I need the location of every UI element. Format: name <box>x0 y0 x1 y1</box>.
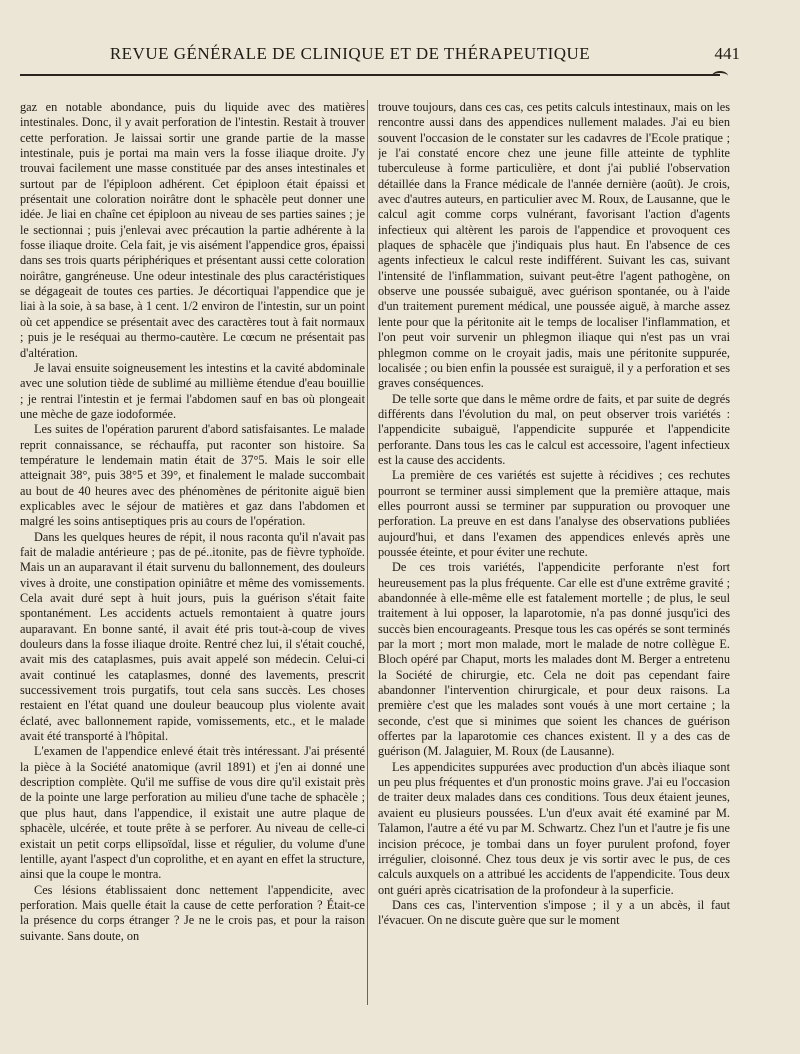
left-column <box>20 100 365 1020</box>
running-header <box>20 44 740 70</box>
page-number: 441 <box>714 44 740 63</box>
paragraph: Dans ces cas, l'intervention s'impose ; il y a un abcès, il faut l'évacuer. On ne discute guère que sur le moment <box>378 897 730 928</box>
paragraph: Dans les quelques heures de répit, il nous raconta qu'il n'avait pas fait de maladie antérieure ; pas de pé..itonite, pas de fièvre typhoïde. Mais un an auparavant il était survenu du ballonnement, des douleurs vives à droite, une constipation opiniâtre et même des vomissements. Cela avait duré sept à huit jours, puis la guérison s'était faite spontanément. Les accidents actuels remontaient à quatre jours auparavant. En bonne santé, il avait été pris tout-à-coup de vives douleurs dans la fosse iliaque droite. Rentré chez lui, il s'était couché, avait mis des cataplasmes, puis avait appelé son médecin. Celui-ci avait continué les cataplasmes, donné des lavements, prescrit successivement trois purgatifs, tout cela sans succès. Les choses restaient en l'état quand une douleur beaucoup plus violente avait éclaté, avec ballonnement rapide, vomissements, etc., et le malade avait été transporté à l'hôpital. <box>20 529 365 744</box>
paragraph: trouve toujours, dans ces cas, ces petits calculs intestinaux, mais on les rencontre aussi dans des appendices nullement malades. J'ai eu bien souvent l'occasion de le constater sur les cadavres de l'Ecole pratique ; je l'ai constaté encore chez une jeune fille atteinte de typhlite tuberculeuse à forme particulière, et dont j'ai publié l'observation détaillée dans la France médicale de l'année dernière (août). Je crois, avec d'autres auteurs, en particulier avec M. Roux, de Lausanne, que le calcul agit comme corps vulnérant, favorisant l'action d'agents infectieux qui altèrent les parois de l'appendice et provoquent ces plaques de sphacèle que j'indiquais plus haut. En l'absence de ces agents infectieux le calcul reste indifférent. Suivant les cas, suivant l'intensité de l'inflammation, suivant peut-être l'agent pathogène, on observe une poussée subaiguë, avec guérison spontanée, ou à l'aide d'un traitement purement médical, une poussée aiguë, à marche assez lente pour que la péritonite ait le temps de localiser l'inflammation, et l'on peut voir survenir un phlegmon iliaque qui n'est pas un vrai phlegmon comme on le croyait jadis, mais une péritonite suppurée, localisée ; ou bien enfin la poussée est suraiguë, il y a perforation et ses graves conséquences. <box>378 100 730 391</box>
paragraph: Les appendicites suppurées avec production d'un abcès iliaque sont un peu plus fréquentes et d'un pronostic moins grave. J'ai eu l'occasion de traiter deux malades dans ces conditions. Tous deux étaient jeunes, avaient eu plusieurs poussées. L'un d'eux avait été examiné par M. Talamon, l'autre a été vu par M. Schwartz. Chez l'un et l'autre je fis une incision précoce, je tombai dans un foyer purulent profond, foyer irrégulier, cloisonné. Chez tous deux je vis sortir avec le pus, de ces calculs auxquels on a attribué les accidents de l'appendicite. Tous deux ont guéri après cicatrisation de la profondeur à la superficie. <box>378 759 730 897</box>
paragraph: Je lavai ensuite soigneusement les intestins et la cavité abdominale avec une solution tiède de sublimé au millième étendue d'eau bouillie ; je rentrai l'intestin et je fermai l'abdomen sauf en bas où plongeait une mèche de gaze iodoformée. <box>20 360 365 421</box>
paragraph: Ces lésions établissaient donc nettement l'appendicite, avec perforation. Mais quelle était la cause de cette perforation ? Était-ce la présence du corps étranger ? Je ne le crois pas, et pour la raison suivante. Sans doute, on <box>20 882 365 943</box>
column-divider <box>367 100 368 1005</box>
paragraph: De ces trois variétés, l'appendicite perforante n'est fort heureusement pas la plus fréquente. Car elle est d'une extrême gravité ; abandonnée à elle-même elle est fatalement mortelle ; de plus, le seul traitement à lui opposer, la laparotomie, n'a pas donné jusqu'ici des succès bien encourageants. Presque tous les cas opérés se sont terminés par la mort ; mort mon malade, mort le malade de notre collègue E. Bloch opéré par Chaput, morts les malades dont M. Berger a entretenu la Société de chirurgie, etc. Cela ne doit pas cependant faire abandonner l'intervention chirurgicale, et pour deux raisons. La première c'est que les malades sont voués à une mort certaine ; la seconde, c'est que si minimes que soient les chances de guérison offertes par la laparotomie ces chances existent. Il y a des cas de guérison (M. Jalaguier, M. Roux (de Lausanne). <box>378 560 730 759</box>
right-column <box>378 100 730 1020</box>
header-rule <box>20 74 720 76</box>
paragraph: L'examen de l'appendice enlevé était très intéressant. J'ai présenté la pièce à la Société anatomique (avril 1891) et j'en ai donné une description complète. Qu'il me suffise de vous dire qu'il existait près de la pointe une large perforation au milieu d'une tache de sphacèle ; que plus haut, dans l'appendice, il existait une autre plaque de sphacèle, ulcérée, et toute prête à se perforer. Au niveau de celle-ci existait un petit corps ellipsoïdal, lisse et régulier, du volume d'une lentille, ayant l'aspect d'un coprolithe, et en ayant en effet la structure, ainsi que la coupe le montra. <box>20 744 365 882</box>
paragraph: Les suites de l'opération parurent d'abord satisfaisantes. Le malade reprit connaissance, se réchauffa, put raconter son histoire. Sa température le lendemain matin était de 37°5. Mais le soir elle atteignait 38°, puis 38°5 et 39°, et finalement le malade succombait au bout de 40 heures avec des phénomènes de péritonite aiguë bien explicables avec le séjour de matières et gaz dans l'abdomen et malgré les soins antiseptiques pris au cours de l'opération. <box>20 422 365 529</box>
paragraph: De telle sorte que dans le même ordre de faits, et par suite de degrés différents dans l'évolution du mal, on peut observer trois variétés : l'appendicite subaiguë, l'appendicite suppurée et l'appendicite perforante. Dans tous les cas le calcul est accessoire, l'agent infectieux est la cause des accidents. <box>378 391 730 467</box>
journal-title: REVUE GÉNÉRALE DE CLINIQUE ET DE THÉRAPEUTIQUE <box>109 44 591 63</box>
header-rule-flourish <box>712 71 728 81</box>
paragraph: gaz en notable abondance, puis du liquide avec des matières intestinales. Donc, il y avait perforation de l'intestin. Restait à trouver cette perforation. Je laissai sortir une grande partie de la masse intestinale, puis je portai ma main vers la fosse iliaque droite. J'y trouvai facilement une masse constituée par des anses intestinales et surtout par de l'épiploon adhérent. Cet épiploon était épaissi et présentait une coloration noirâtre dont le sphacèle peut donner une idée. Je liai en chaîne cet épiploon au niveau de ses parties saines ; je le sectionnai ; puis j'enlevai avec précaution la partie adhérente à la fosse iliaque droite. Cela fait, je vis aisément l'appendice gros, épaissi dans ses trois quarts périphériques et présentant aussi cette coloration noirâtre, gangréneuse. Une odeur intestinale des plus caractéristiques se dégageait de toutes ces parties. Je décortiquai l'appendice que je liai à la soie, à sa base, à 1 cent. 1/2 environ de l'intestin, sur un point où cet appendice se présentait avec des caractères tout à fait normaux ; puis je le reséquai au thermo-cautère. Le cœcum ne présentait pas d'altération. <box>20 100 365 360</box>
paragraph: La première de ces variétés est sujette à récidives ; ces rechutes pourront se terminer aussi simplement que la première attaque, mais elles pourront aussi se terminer par suppuration ou provoquer une perforation. La preuve en est dans l'analyse des observations publiées aujourd'hui, et dans l'examen des appendices enlevés après une poussée éteinte, et pour éviter une rechute. <box>378 468 730 559</box>
